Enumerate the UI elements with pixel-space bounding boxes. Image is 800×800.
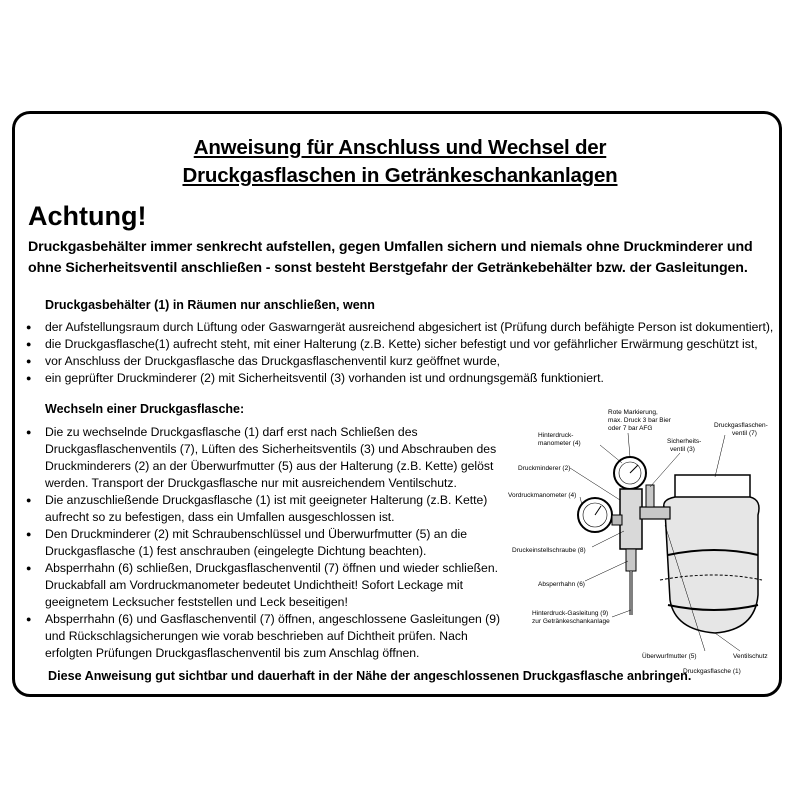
title-line-2: Druckgasflaschen in Getränkeschankanlagen (182, 164, 618, 187)
label-red-mark-2: max. Druck 3 bar Bier (608, 417, 671, 424)
label-cylinder-valve-2: ventil (7) (732, 430, 757, 437)
label-back-pressure-2: manometer (4) (538, 440, 581, 447)
change-list (26, 424, 506, 662)
list-item: ● Die zu wechselnde Druckgasflasche (1) darf erst nach Schließen des Druckgasflaschenventils (7), Lüften des Sicherheitsventils (3) und Abschrauben des Druckminderers (2) an der Überwurfmutter (5) aus der Halterung (z.B. Kette) gelöst werden. Transport der Druckgasflasche nur mit ausreichendem Ventilschutz. (26, 424, 506, 492)
label-valve-protection: Ventilschutz (733, 653, 768, 660)
list-item: ● Die anzuschließende Druckgasflasche (1) ist mit geeigneter Halterung (z.B. Kette) aufrecht so zu befestigen, dass ein Umfallen ausgeschlossen ist. (26, 492, 506, 526)
label-safety-valve-1: Sicherheits- (667, 438, 702, 445)
list-item: ● der Aufstellungsraum durch Lüftung oder Gaswarngerät ausreichend abgesichert ist (Prüfung durch befähigte Person ist dokumentiert), (26, 319, 786, 336)
label-gas-line-2: zur Getränkeschankanlage (532, 618, 610, 625)
regulator-diagram (500, 405, 780, 680)
label-regulator: Druckminderer (2) (518, 465, 571, 472)
label-union-nut: Überwurfmutter (5) (642, 653, 697, 660)
list-item: ● Den Druckminderer (2) mit Schraubenschlüssel und Überwurfmutter (5) an die Druckgasflasche (1) fest anschrauben (eingelegte Dichtung beachten). (26, 526, 506, 560)
label-adjust-screw: Druckeinstellschraube (8) (512, 547, 586, 554)
label-safety-valve-2: ventil (3) (670, 446, 695, 453)
list-item: ● vor Anschluss der Druckgasflasche das Druckgasflaschenventil kurz geöffnet wurde, (26, 353, 786, 370)
connect-heading: Druckgasbehälter (1) in Räumen nur anschließen, wenn (45, 298, 375, 312)
connect-list (26, 319, 786, 387)
warning-line-2: ohne Sicherheitsventil anschließen - sonst besteht Berstgefahr der Getränkebehälter bzw. der Gasleitungen. (28, 260, 748, 276)
label-gas-cylinder: Druckgasflasche (1) (683, 668, 741, 675)
label-back-pressure-1: Hinterdruck- (538, 432, 574, 439)
list-item: ● Absperrhahn (6) schließen, Druckgasflaschenventil (7) öffnen und wieder schließen. Druckabfall am Vordruckmanometer bedeutet Undichtheit! Sofort Leckage mit geeignetem Lecksucher feststellen und Leck beseitigen! (26, 560, 506, 611)
label-gas-line-1: Hinterdruck-Gasleitung (9) (532, 610, 609, 617)
label-red-mark-3: oder 7 bar AFG (608, 425, 653, 432)
warning-heading: Achtung! (28, 201, 147, 231)
title-line-1: Anweisung für Anschluss und Wechsel der (193, 136, 607, 159)
pressure-regulator-illustration (578, 457, 670, 615)
warning-line-1: Druckgasbehälter immer senkrecht aufstellen, gegen Umfallen sichern und niemals ohne Druckminderer und (28, 239, 753, 255)
label-cylinder-valve-1: Druckgasflaschen- (714, 422, 768, 429)
list-item: ● die Druckgasflasche(1) aufrecht steht, mit einer Halterung (z.B. Kette) sicher befestigt und vor gefährlicher Erwärmung geschützt ist, (26, 336, 786, 353)
gas-cylinder-illustration (660, 475, 762, 633)
footer-note: Diese Anweisung gut sichtbar und dauerhaft in der Nähe der angeschlossenen Druckgasflasche anbringen. (48, 669, 692, 683)
change-heading: Wechseln einer Druckgasflasche: (45, 402, 245, 416)
label-shutoff-valve: Absperrhahn (6) (538, 581, 585, 588)
list-item: ● ein geprüfter Druckminderer (2) mit Sicherheitsventil (3) vorhanden ist und ordnungsgemäß funktioniert. (26, 370, 786, 387)
label-pre-pressure-gauge: Vordruckmanometer (4) (508, 492, 577, 499)
label-red-mark-1: Rote Markierung, (608, 409, 658, 416)
list-item: ● Absperrhahn (6) und Gasflaschenventil (7) öffnen, angeschlossene Gasleitungen (9) und Rückschlagsicherungen wie vorab beschrieben auf Dichtheit prüfen. Nach erfolgten Prüfungen Druckgasflaschenventil bis zum Anschlag öffnen. (26, 611, 506, 662)
